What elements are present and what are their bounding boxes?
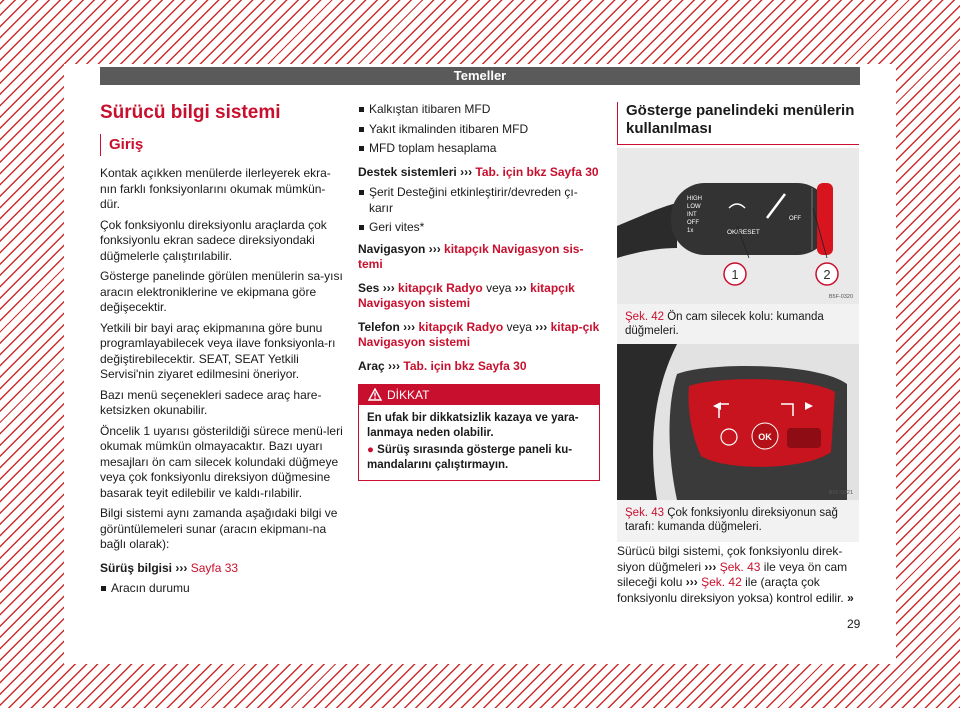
figure-43-caption	[617, 500, 859, 542]
stalk-label-low: LOW	[687, 204, 701, 210]
scroll-wheel	[787, 428, 821, 448]
section-title: Gösterge panelindeki menülerin kullanılması	[617, 102, 859, 145]
vehicle-line	[358, 359, 600, 375]
callout-1-label: 1	[731, 267, 739, 282]
figure-code: B5F-0321	[828, 490, 853, 496]
steering-wheel-buttons-illustration	[617, 344, 859, 500]
stalk-label-1x: 1x	[687, 228, 694, 234]
continue-icon: »	[847, 590, 854, 605]
wiper-stalk-illustration	[617, 148, 859, 304]
column-2-body	[358, 102, 600, 481]
audio-ref-link-1[interactable]: kitapçık Radyo	[398, 280, 483, 295]
paragraph: Kontak açıkken menülerde ilerleyerek ekra-nın farklı fonksiyonlarını okumak mümkün-dür.	[100, 166, 331, 211]
column-1-body	[100, 166, 344, 601]
warning-body	[359, 405, 599, 480]
figure-42-caption-text: Ön cam silecek kolu: kumanda düğmeleri.	[625, 311, 824, 337]
list-item: Yakıt ikmalinden itibaren MFD	[358, 122, 600, 138]
figure-42-caption-label: Şek. 42	[625, 311, 664, 323]
list-item: Geri vites*	[358, 220, 600, 236]
phone-ref-link-2[interactable]: kitap-çık Navigasyon sistemi	[358, 319, 600, 349]
vehicle-ref-link[interactable]: Tab. için bkz Sayfa 30	[403, 358, 527, 373]
page-title: Sürücü bilgi sistemi	[100, 102, 281, 123]
arrows-icon: ›››	[428, 241, 441, 256]
arrows-icon: ›››	[704, 559, 717, 574]
trip-ref-link[interactable]: Sayfa 33	[190, 560, 239, 575]
arrows-icon: ›››	[460, 164, 473, 179]
warning-bullet	[367, 443, 591, 472]
figure-43-link[interactable]: Şek. 43	[719, 559, 761, 574]
paragraph: Bilgi sistemi aynı zamanda aşağıdaki bilgi ve görüntülemeleri sunar (aracın ekipmanı-na bağlı olarak):	[100, 506, 338, 551]
or-text: veya	[506, 319, 532, 334]
warning-header	[359, 385, 599, 405]
or-text: veya	[486, 280, 512, 295]
paragraph: Bazı menü seçenekleri sadece araç hare-ketsizken okunabilir.	[100, 387, 322, 417]
phone-ref-link-1[interactable]: kitapçık Radyo	[418, 319, 504, 334]
text-fragment: ile (araçta çok fonksiyonlu direksiyon yoksa) kontrol edilir.	[617, 575, 844, 605]
audio-ref-link-2[interactable]: kitapçık Navigasyon sistemi	[358, 280, 575, 310]
warning-text: En ufak bir dikkatsizlik kazaya ve yara-lanmaya neden olabilir.	[367, 412, 579, 439]
list-item: Aracın durumu	[100, 581, 344, 597]
warning-box	[358, 384, 600, 481]
arrows-icon: ›››	[382, 280, 395, 295]
assist-ref-link[interactable]: Tab. için bkz Sayfa 30	[475, 164, 599, 179]
trip-label: Sürüş bilgisi	[100, 560, 173, 575]
paragraph: Çok fonksiyonlu direksiyonlu araçlarda çok fonksiyonlu ekran sadece direksiyondaki düğmelerle çalıştırılabilir.	[100, 217, 327, 263]
callout-2-label: 2	[823, 267, 831, 282]
arrows-icon: ›››	[175, 560, 188, 575]
figure-42-caption	[617, 304, 859, 346]
bullet-dot-icon: ●	[367, 444, 374, 456]
figure-42	[617, 148, 859, 346]
trip-info-line	[100, 561, 344, 577]
stalk-label-ok-reset: OK/RESET	[727, 229, 760, 236]
phone-label: Telefon	[358, 319, 400, 334]
figure-43-caption-label: Şek. 43	[625, 507, 664, 519]
nav-label: Navigasyon	[358, 241, 426, 256]
audio-line	[358, 281, 600, 312]
header-bar: Temeller	[100, 67, 860, 85]
warning-triangle-icon	[368, 388, 382, 401]
phone-line	[358, 320, 600, 351]
list-item: MFD toplam hesaplama	[358, 141, 600, 157]
stalk-label-off: OFF	[687, 220, 699, 226]
stalk-label-int: INT	[687, 212, 697, 218]
paragraph: Yetkili bir bayi araç ekipmanına göre bunu programlayabilecek veya ilave fonksiyonla-rı değiştirebilecektir. SEAT, SEAT Yetkili Servisi'nin ziyaret edilmesini öneriyor.	[100, 320, 336, 381]
arrows-icon: ›››	[403, 319, 416, 334]
nav-ref-link[interactable]: kitapçık Navigasyon sis-temi	[358, 241, 584, 271]
assist-line	[358, 165, 600, 181]
stalk-label-off-2: OFF	[789, 216, 801, 222]
figure-42-link[interactable]: Şek. 42	[701, 575, 742, 589]
figure-43-caption-text: Çok fonksiyonlu direksiyonun sağ tarafı: kumanda düğmeleri.	[625, 507, 838, 533]
arrows-icon: ›››	[685, 575, 698, 589]
arrows-icon: ›››	[514, 280, 527, 295]
arrows-icon: ›››	[388, 358, 401, 373]
arrows-icon: ›››	[535, 319, 548, 334]
warning-bullet-text: Sürüş sırasında gösterge paneli ku-mandalarını çalıştırmayın.	[367, 444, 573, 471]
paragraph: Gösterge panelinde görülen menülerin sa-yısı aracın elektroniklerine ve ekipmana göre değişecektir.	[100, 269, 343, 314]
paragraph: Öncelik 1 uyarısı gösterildiği sürece menü-leri okumak mümkün olmayacaktır. Bazı uyarı mesajları ön cam silecek kolundaki düğmeye veya çok fonksiyonlu direksiyon düğmesine basarak teyit edilebilir ve kaldı-rılabilir.	[100, 423, 343, 500]
ok-label: OK	[758, 432, 772, 442]
text-fragment: ile veya ön cam sileceği kolu	[617, 559, 848, 589]
page-number: 29	[847, 617, 861, 631]
control-description	[617, 544, 859, 606]
text-fragment: Sürücü bilgi sistemi, çok fonksiyonlu direk-siyon düğmeleri	[617, 544, 843, 574]
stalk-label-high: HIGH	[687, 196, 702, 202]
nav-line	[358, 242, 600, 273]
assist-label: Destek sistemleri	[358, 164, 457, 179]
figure-code: B5F-0320	[828, 294, 853, 300]
vehicle-label: Araç	[358, 358, 385, 373]
audio-label: Ses	[358, 280, 380, 295]
warning-title: DİKKAT	[387, 388, 430, 402]
figure-43	[617, 344, 859, 542]
page	[64, 64, 896, 664]
list-item: Şerit Desteğini etkinleştirir/devreden çı-karır	[358, 185, 600, 216]
list-item: Kalkıştan itibaren MFD	[358, 102, 600, 118]
section-subtitle: Giriş	[100, 134, 143, 156]
